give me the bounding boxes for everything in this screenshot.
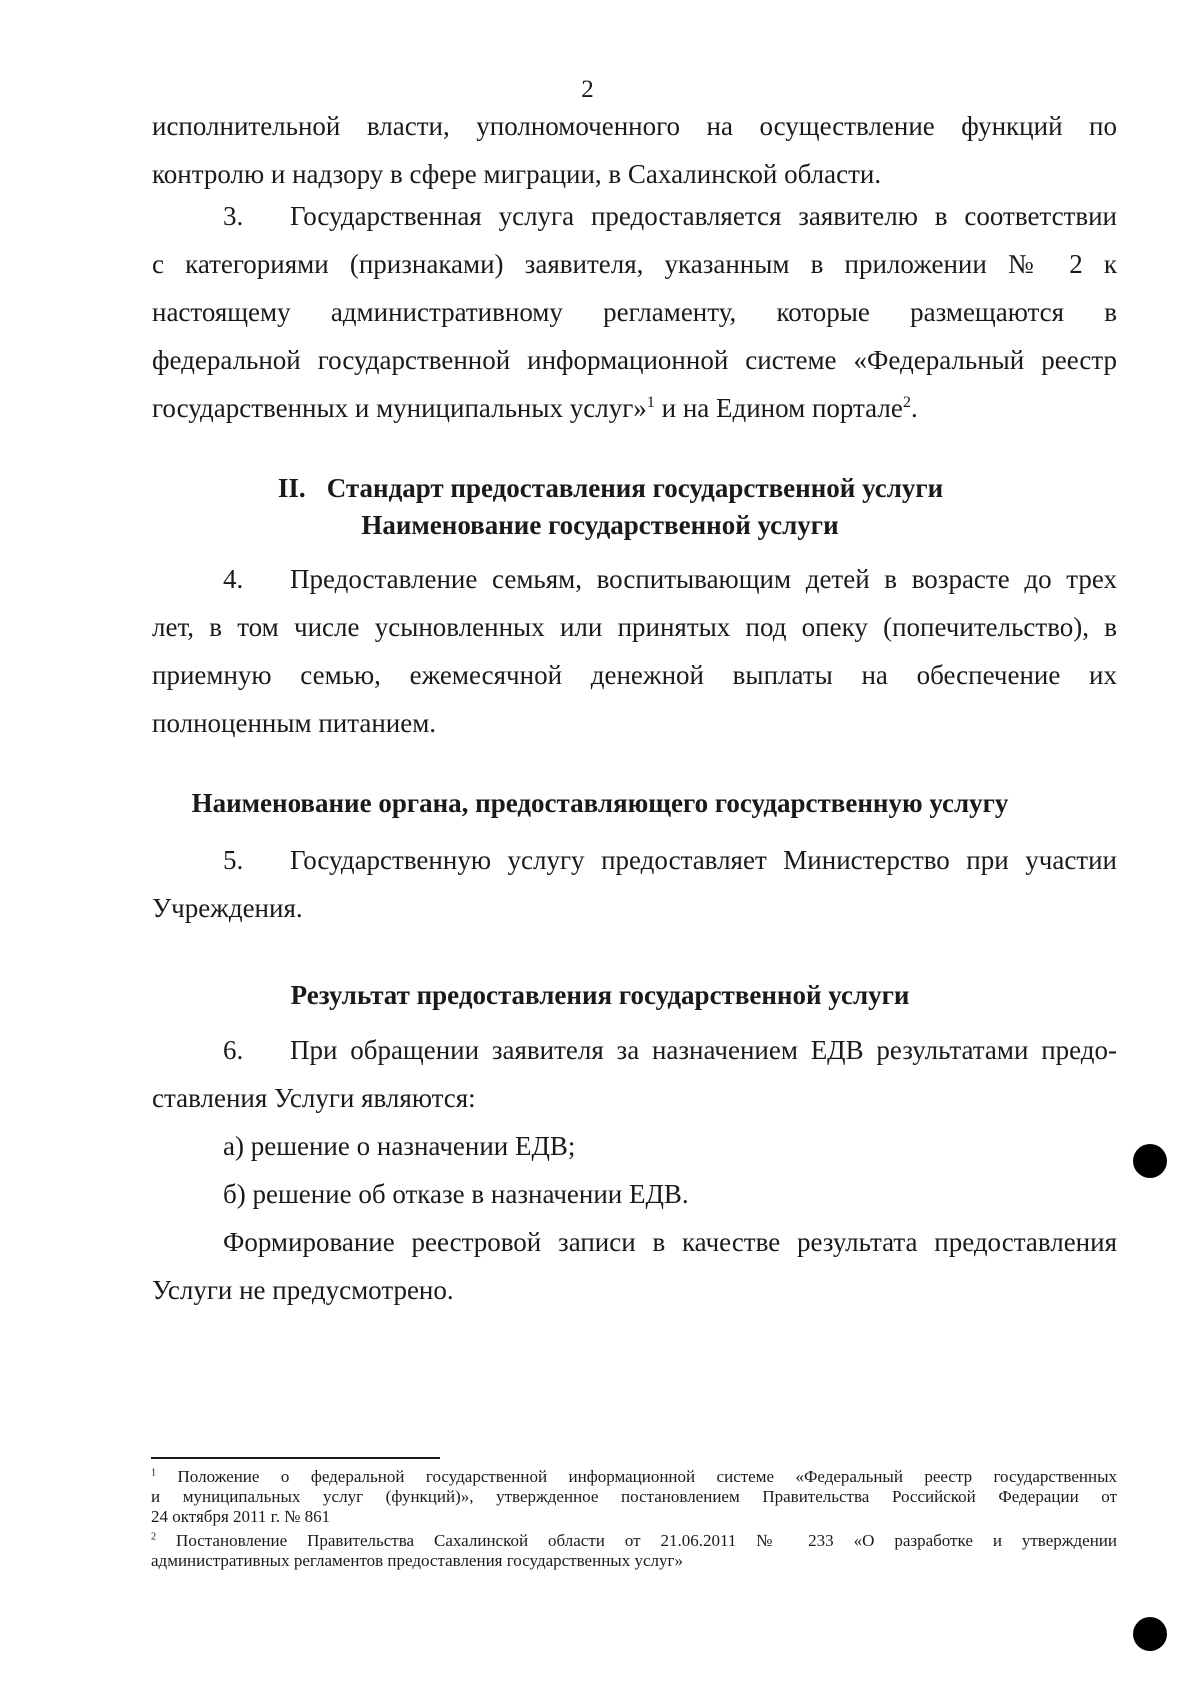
punch-hole-mark [1133, 1144, 1167, 1178]
page-number: 2 [581, 76, 594, 103]
footnote-line: $^1$ Положение о федеральной государственной информационной системе «Федеральный реестр государственных [151, 1467, 1117, 1486]
item-number: 5. [223, 845, 244, 875]
text-line: федеральной государственной информационной системе «Федеральный реестр [152, 345, 1117, 375]
item-number: 6. [223, 1035, 244, 1065]
footnote-2 [151, 1531, 1117, 1571]
section-title: Стандарт предоставления государственной услуги [326, 473, 944, 503]
item-number: 4. [223, 564, 244, 594]
list-item-b: б) решение об отказе в назначении ЕДВ. [223, 1179, 689, 1209]
punch-hole-mark [1133, 1617, 1167, 1651]
text-line: 5. Государственную услугу предоставляет Министерство при участии [152, 836, 1117, 884]
text-line: исполнительной власти, уполномоченного на осуществление функций по [152, 111, 1117, 141]
footnote-line: $^2$ Постановление Правительства Сахалинской области от 21.06.2011 № 233 «О разработке и утверждении [151, 1531, 1118, 1550]
footnote-line: и муниципальных услуг (функций)», утвержденное постановлением Правительства Российской Федерации от [151, 1487, 1117, 1506]
text-line: настоящему административному регламенту, которые размещаются в [152, 297, 1117, 327]
footnote-separator [151, 1457, 440, 1459]
footnote-mark: 1 [151, 1467, 157, 1479]
footnote-1 [151, 1467, 1117, 1527]
section-roman-numeral: II. [277, 473, 306, 503]
paragraph-item-4 [152, 555, 1117, 747]
paragraph-item-5 [152, 836, 1117, 932]
text-line: лет, в том числе усыновленных или принятых под опеку (попечительство), в [152, 612, 1117, 642]
heading-result: Результат предоставления государственной услуги [290, 980, 910, 1010]
text-line: 3. Государственная услуга предоставляется заявителю в соответствии [152, 192, 1117, 240]
text-line: 6. При обращении заявителя за назначением ЕДВ результатами предо- [152, 1026, 1117, 1074]
text-line: Формирование реестровой записи в качестве результата предоставления [223, 1227, 1117, 1257]
section-heading [0, 469, 1200, 507]
footnote-line: административных регламентов предоставления государственных услуг» [151, 1551, 683, 1570]
paragraph-item-3 [152, 192, 1117, 432]
text-line: Услуги не предусмотрено. [152, 1275, 454, 1305]
text-line: с категориями (признаками) заявителя, указанным в приложении № 2 к [152, 249, 1117, 279]
paragraph-item-6 [152, 1026, 1117, 1314]
item-number: 3. [223, 201, 244, 231]
section-subheading: Наименование государственной услуги [361, 510, 839, 540]
paragraph-continuation [152, 102, 1117, 198]
footnote-line: 24 октября 2011 г. № 861 [151, 1507, 331, 1526]
text-line: ставления Услуги являются: [152, 1083, 476, 1113]
text-line: 4. Предоставление семьям, воспитывающим детей в возрасте до трех [152, 555, 1117, 603]
list-item-a: а) решение о назначении ЕДВ; [223, 1131, 576, 1161]
footnote-ref-1: 1 [646, 393, 655, 411]
footnote-mark: 2 [151, 1531, 157, 1543]
text-line: приемную семью, ежемесячной денежной выплаты на обеспечение их [152, 660, 1117, 690]
text-line: полноценным питанием. [152, 708, 437, 738]
text-line: контролю и надзору в сфере миграции, в Сахалинской области. [152, 159, 882, 189]
heading-organ: Наименование органа, предоставляющего государственную услугу [191, 788, 1009, 818]
text-line: Учреждения. [152, 893, 303, 923]
footnote-ref-2: 2 [902, 393, 911, 411]
text-line: государственных и муниципальных услуг»$^1$ и на Едином портале$^2$. [152, 393, 918, 423]
